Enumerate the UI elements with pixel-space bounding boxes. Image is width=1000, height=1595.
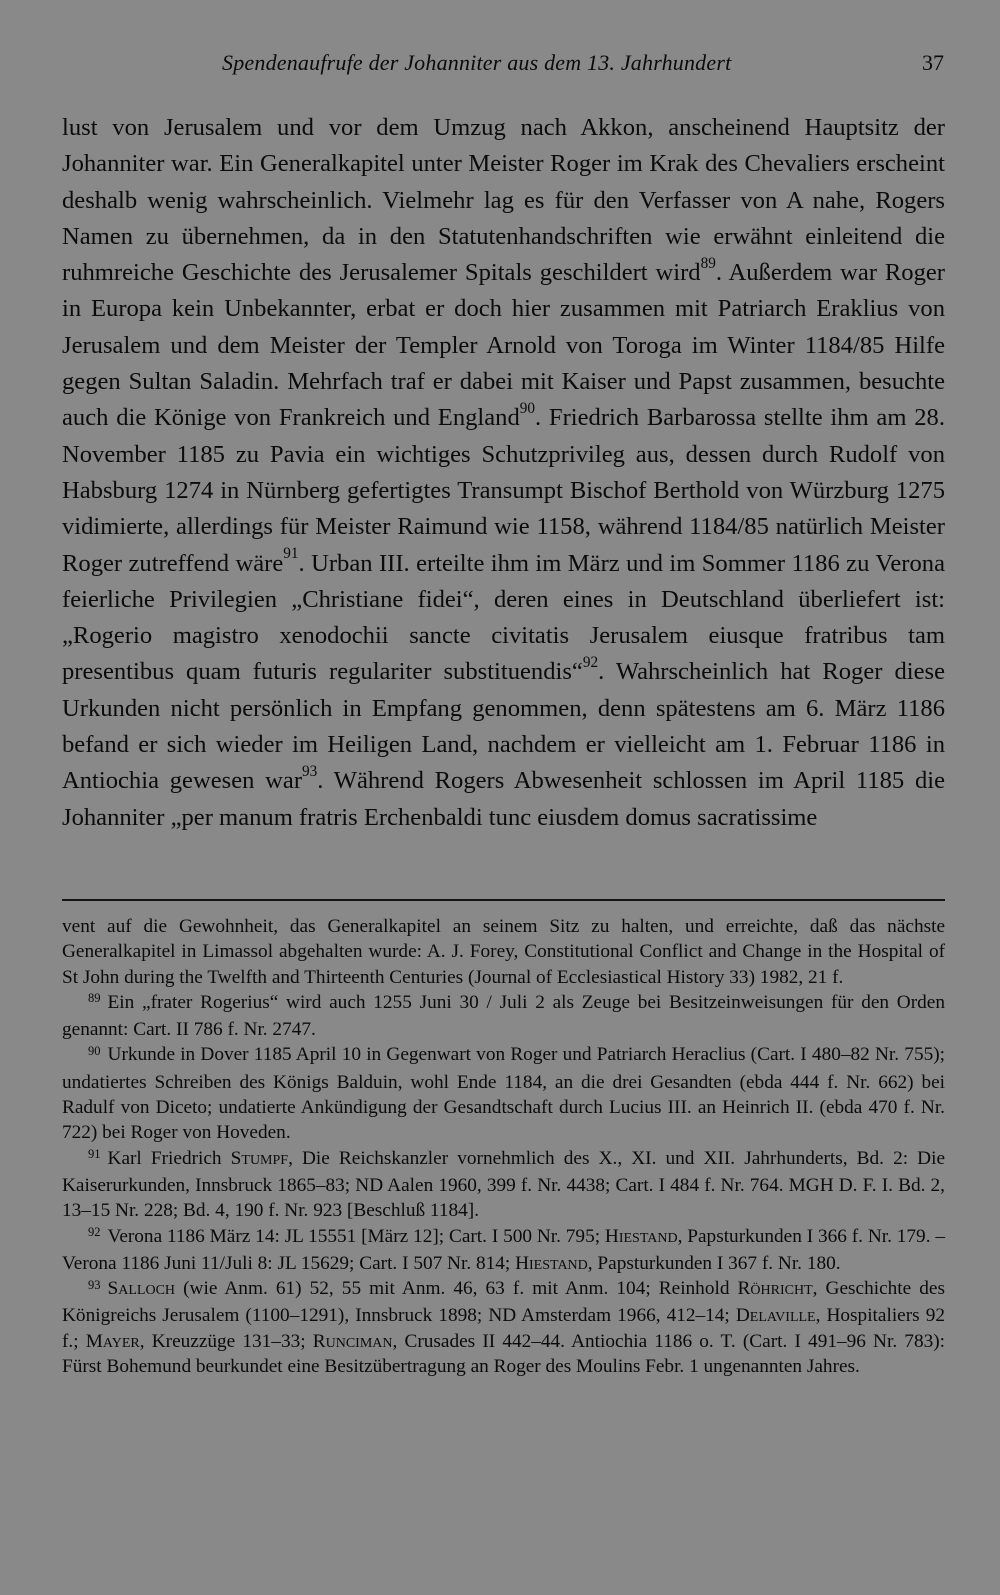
author-name: Mayer	[85, 1330, 140, 1352]
footnote-number: 93	[88, 1277, 101, 1292]
author-name: Röhricht	[737, 1278, 813, 1300]
author-name: Hiestand	[515, 1252, 588, 1274]
footnote-text: , Hospitaliers 92 f.;	[62, 1305, 945, 1352]
footnote-92	[62, 1224, 945, 1277]
footnote-divider	[62, 899, 945, 901]
footnote-text: , Kreuzzüge 131–33;	[139, 1330, 313, 1352]
footnote-ref-93: 93	[302, 763, 318, 781]
footnote-90	[62, 1042, 945, 1145]
footnote-text: , Geschichte des Königreichs Jerusalem (1100–1291), Innsbruck 1898; ND Amsterdam 1966, 412–14;	[62, 1278, 945, 1327]
footnote-text: Karl Friedrich	[107, 1147, 231, 1169]
footnote-89	[62, 990, 945, 1043]
author-name: Delaville	[735, 1305, 816, 1327]
footnote-93	[62, 1276, 945, 1379]
footnote-ref-90: 90	[519, 400, 536, 418]
text-segment: . Wahrscheinlich hat Roger diese Urkunden nicht persönlich in Empfang genommen, denn spätestens am 6. März 1186 befand er sich wieder im Heiligen Land, nachdem er vielleicht am 1. Februar 1186 in Antiochia gewesen war	[62, 658, 945, 795]
footnote-continuation: vent auf die Gewohnheit, das Generalkapitel an seinem Sitz zu halten, und erreichte, daß das nächste Generalkapitel in Limassol abgehalten wurde: A. J. Forey, Constitutional Conflict and Change in the Hospital of St John during the Twelfth and Thirteenth Centuries (Journal of Ecclesiastical History 33) 1982, 21 f.	[62, 916, 945, 988]
running-head: Spendenaufrufe der Johanniter aus dem 13. Jahrhundert	[222, 50, 732, 75]
author-name: Runciman	[312, 1330, 393, 1352]
footnote-text: Ein „frater Rogerius“ wird auch 1255 Juni 30 / Juli 2 als Zeuge bei Besitzeinweisungen für den Orden genannt: Cart. II 786 f. Nr. 2747.	[62, 991, 945, 1041]
footnote-text: (wie Anm. 61) 52, 55 mit Anm. 46, 63 f. mit Anm. 104; Reinhold	[175, 1278, 738, 1300]
author-name: Hiestand	[604, 1225, 678, 1247]
footnote-number: 90	[88, 1043, 101, 1058]
footnote-ref-91: 91	[283, 545, 299, 563]
footnote-ref-89: 89	[700, 254, 716, 272]
footnote-text: , Crusades II 442–44. Antiochia 1186 o. T. (Cart. I 491–96 Nr. 783): Fürst Bohemund beurkundet eine Besitzübertragung an Roger des Moulins Febr. 1 ungenannten Jahres.	[62, 1330, 946, 1378]
footnote-text: Verona 1186 März 14: JL 15551 [März 12]; Cart. I 500 Nr. 795;	[107, 1225, 605, 1247]
footnote-text: , Papsturkunden I 366 f. Nr. 179. – Verona 1186 Juni 11/Juli 8: JL 15629; Cart. I 507 Nr. 814;	[62, 1225, 945, 1274]
page-number: 37	[922, 50, 944, 75]
main-paragraph	[62, 110, 945, 836]
main-text	[62, 110, 945, 836]
footnote-91	[62, 1146, 945, 1224]
footnote-number: 89	[88, 991, 101, 1006]
footnotes	[62, 914, 945, 1379]
text-segment: . Urban III. erteilte ihm im März und im Sommer 1186 zu Verona feierliche Privilegien „Christiane fidei“, deren eines in Deutschland überliefert ist: „Rogerio magistro xenodochii sancte civitatis Jerusalem eiusque fratribus tam presentibus quam futuris regulariter substituendis“	[62, 549, 945, 686]
author-name: Stumpf	[230, 1147, 289, 1169]
author-name: Salloch	[107, 1278, 176, 1300]
footnote-text: , Die Reichskanzler vornehmlich des X., XI. und XII. Jahrhunderts, Bd. 2: Die Kaiserurkunden, Innsbruck 1865–83; ND Aalen 1960, 399 f. Nr. 4438; Cart. I 484 f. Nr. 764. MGH D. F. I. Bd. 2, 13–15 Nr. 228; Bd. 4, 190 f. Nr. 923 [Beschluß 1184].	[62, 1147, 946, 1222]
text-segment: lust von Jerusalem und vor dem Umzug nach Akkon, anscheinend Hauptsitz der Johanniter war. Ein Generalkapitel unter Meister Roger im Krak des Chevaliers erscheint deshalb wenig wahrscheinlich. Vielmehr lag es für den Verfasser von A nahe, Rogers Namen zu übernehmen, da in den Statutenhandschriften wie erwähnt einleitend die ruhmreiche Geschichte des Jerusalemer Spitals geschildert wird	[62, 114, 945, 287]
footnote-ref-92: 92	[582, 654, 599, 672]
text-segment: . Friedrich Barbarossa stellte ihm am 28. November 1185 zu Pavia ein wichtiges Schutzprivileg aus, dessen durch Rudolf von Habsburg 1274 in Nürnberg gefertigtes Transumpt Bischof Berthold von Würzburg 1275 vidimierte, allerdings für Meister Raimund wie 1158, während 1184/85 natürlich Meister Roger zutreffend wäre	[62, 404, 945, 577]
text-segment: . Außerdem war Roger in Europa kein Unbekannter, erbat er doch hier zusammen mit Patriarch Eraklius von Jerusalem und dem Meister der Templer Arnold von Toroga im Winter 1184/85 Hilfe gegen Sultan Saladin. Mehrfach traf er dabei mit Kaiser und Papst zusammen, besuchte auch die Könige von Frankreich und England	[62, 259, 945, 432]
text-segment: . Während Rogers Abwesenheit schlossen im April 1185 die Johanniter „per manum fratris Erchenbaldi tunc eiusdem domus sacratissime	[62, 767, 945, 831]
footnote-text: , Papsturkunden I 367 f. Nr. 180.	[587, 1252, 841, 1274]
footnote-number: 91	[88, 1147, 101, 1162]
footnote-number: 92	[88, 1224, 101, 1239]
footnote-text: Urkunde in Dover 1185 April 10 in Gegenwart von Roger und Patriarch Heraclius (Cart. I 480–82 Nr. 755); undatiertes Schreiben des Königs Balduin, wohl Ende 1184, an die drei Gesandten (ebda 444 f. Nr. 662) bei Radulf von Diceto; undatierte Ankündigung der Gesandtschaft durch Lucius III. an Heinrich II. (ebda 470 f. Nr. 722) bei Roger von Hoveden.	[62, 1044, 945, 1144]
